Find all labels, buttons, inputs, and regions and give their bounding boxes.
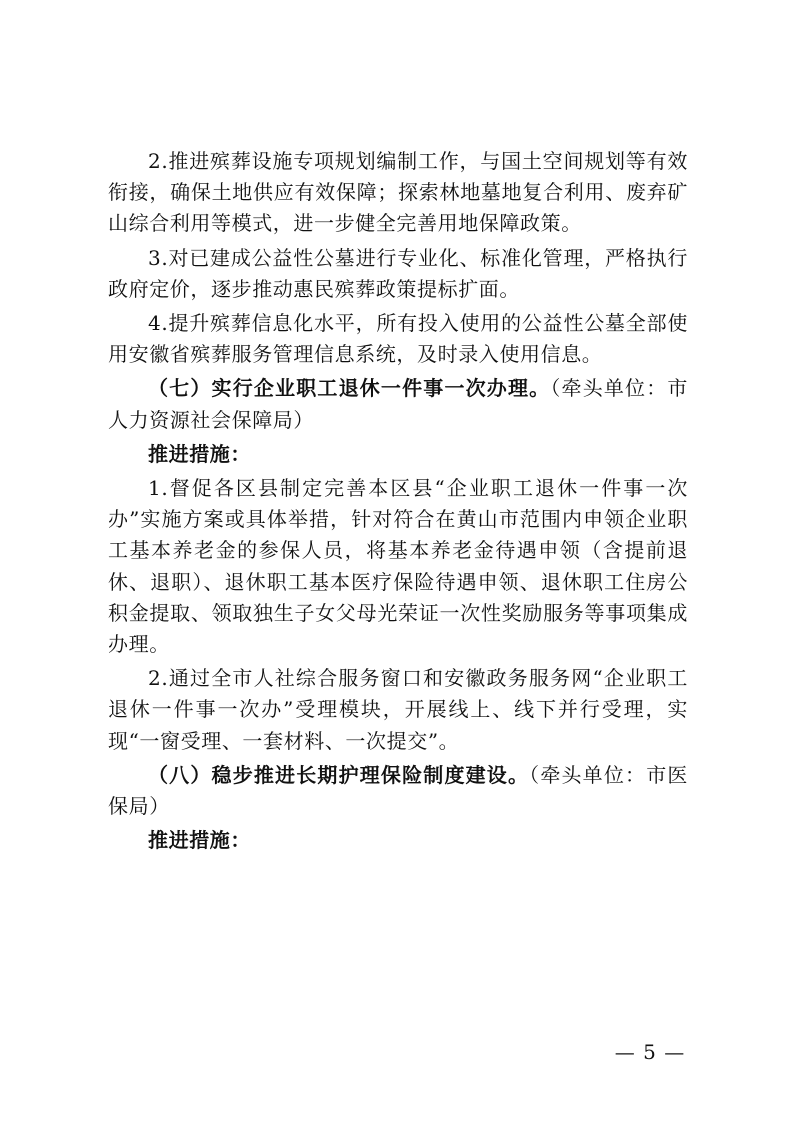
document-body bbox=[108, 146, 688, 856]
paragraph-funeral-informatization: 4.提升殡葬信息化水平，所有投入使用的公益性公墓全部使用安徽省殡葬服务管理信息系统，及时录入使用信息。 bbox=[108, 311, 688, 367]
paragraph-retirement-integration: 1.督促各区县制定完善本区县“企业职工退休一件事一次办”实施方案或具体举措，针对符合在黄山市范围内申领企业职工基本养老金的参保人员，将基本养老金待遇申领（含提前退休、退职）、退休职工基本医疗保险待遇申领、退休职工住房公积金提取、领取独生子女父母光荣证一次性奖励服务等事项集成办理。 bbox=[108, 476, 688, 657]
page-number: — 5 — bbox=[614, 1040, 686, 1064]
section-lead-unit-retirement: （牵头单位：市人力资源社会保障局） bbox=[108, 376, 688, 432]
section-heading-long-term-care bbox=[108, 760, 688, 822]
measures-label-retirement: 推进措施： bbox=[148, 441, 251, 466]
section-heading-retirement bbox=[108, 373, 688, 435]
section-title-long-term-care: （八）稳步推进长期护理保险制度建设。 bbox=[148, 762, 530, 787]
section-lead-unit-long-term-care: （牵头单位：市医保局） bbox=[108, 762, 688, 819]
measures-label-long-term-care: 推进措施： bbox=[148, 828, 251, 853]
section-title-retirement: （七）实行企业职工退休一件事一次办理。 bbox=[148, 376, 551, 401]
paragraph-retirement-online-offline: 2.通过全市人社综合服务窗口和安徽政务服务网“企业职工退休一件事一次办”受理模块，开展线上、线下并行受理，实现“一窗受理、一套材料、一次提交”。 bbox=[108, 666, 688, 753]
paragraph-public-cemetery-management: 3.对已建成公益性公墓进行专业化、标准化管理，严格执行政府定价，逐步推动惠民殡葬政策提标扩面。 bbox=[108, 245, 688, 301]
paragraph-funeral-planning: 2.推进殡葬设施专项规划编制工作，与国土空间规划等有效衔接，确保土地供应有效保障；探索林地墓地复合利用、废弃矿山综合利用等模式，进一步健全完善用地保障政策。 bbox=[108, 149, 688, 236]
